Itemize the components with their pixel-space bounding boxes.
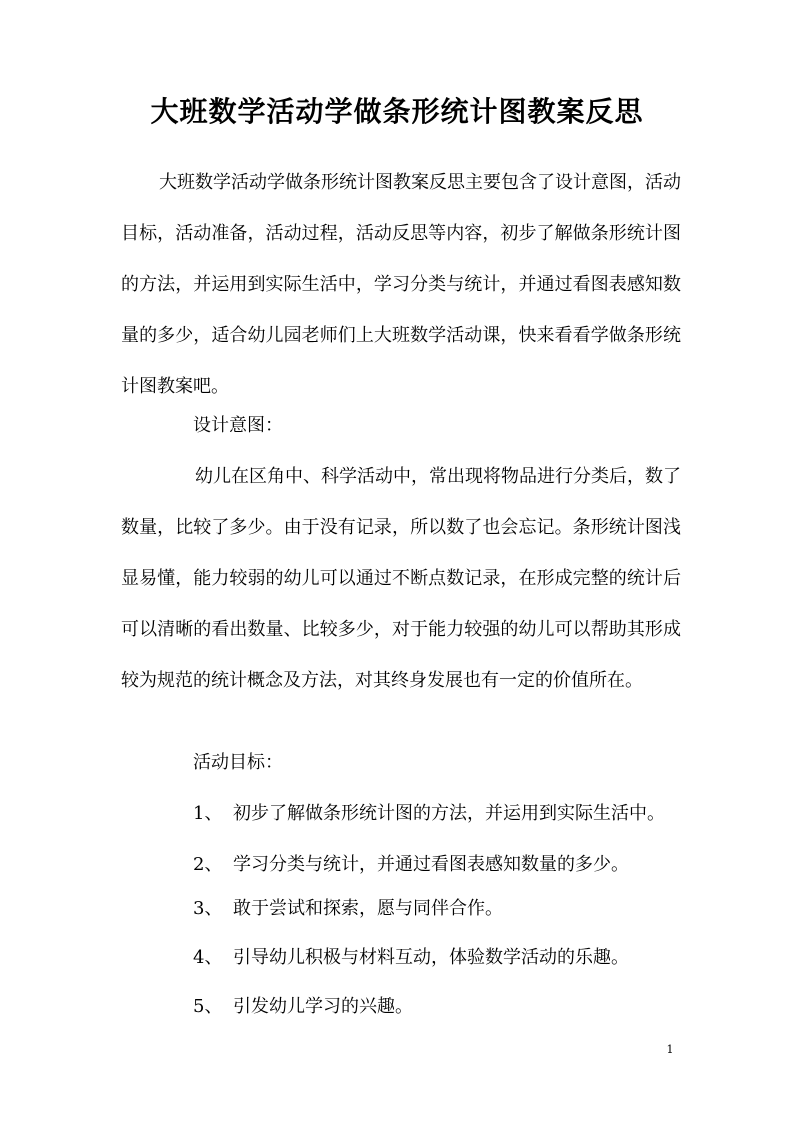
goal-number: 2、 — [193, 854, 223, 875]
goal-text: 引发幼儿学习的兴趣。 — [233, 996, 413, 1017]
page-title: 大班数学活动学做条形统计图教案反思 — [150, 95, 644, 128]
intro-paragraph: 大班数学活动学做条形统计图教案反思主要包含了设计意图，活动目标，活动准备，活动过程，活动反思等内容，初步了解做条形统计图的方法，并运用到实际生活中，学习分类与统计，并通过看图表感知数量的多少，适合幼儿园老师们上大班数学活动课，快来看看学做条形统计图教案吧。 — [121, 172, 681, 397]
goal-text: 引导幼儿积极与材料互动，体验数学活动的乐趣。 — [233, 947, 629, 968]
page-number: 1 — [666, 1043, 674, 1056]
goal-item — [193, 883, 503, 934]
goal-number: 3、 — [193, 898, 223, 919]
goal-text: 敢于尝试和探索，愿与同伴合作。 — [233, 898, 503, 919]
goal-number: 5、 — [193, 996, 223, 1017]
goal-item — [193, 981, 413, 1032]
goal-text: 学习分类与统计，并通过看图表感知数量的多少。 — [233, 854, 629, 875]
goal-item — [193, 932, 629, 983]
goal-item — [193, 788, 665, 839]
goal-text: 初步了解做条形统计图的方法，并运用到实际生活中。 — [233, 803, 665, 824]
design-intent-paragraph: 幼儿在区角中、科学活动中，常出现将物品进行分类后，数了数量，比较了多少。由于没有记录，所以数了也会忘记。条形统计图浅显易懂，能力较弱的幼儿可以通过不断点数记录，在形成完整的统计后可以清晰的看出数量、比较多少，对于能力较强的幼儿可以帮助其形成较为规范的统计概念及方法，对其终身发展也有一定的价值所在。 — [121, 466, 681, 691]
activity-goals-heading: 活动目标： — [193, 752, 283, 773]
design-intent-heading: 设计意图： — [193, 415, 283, 436]
goal-number: 4、 — [193, 947, 223, 968]
goal-number: 1、 — [193, 803, 223, 824]
